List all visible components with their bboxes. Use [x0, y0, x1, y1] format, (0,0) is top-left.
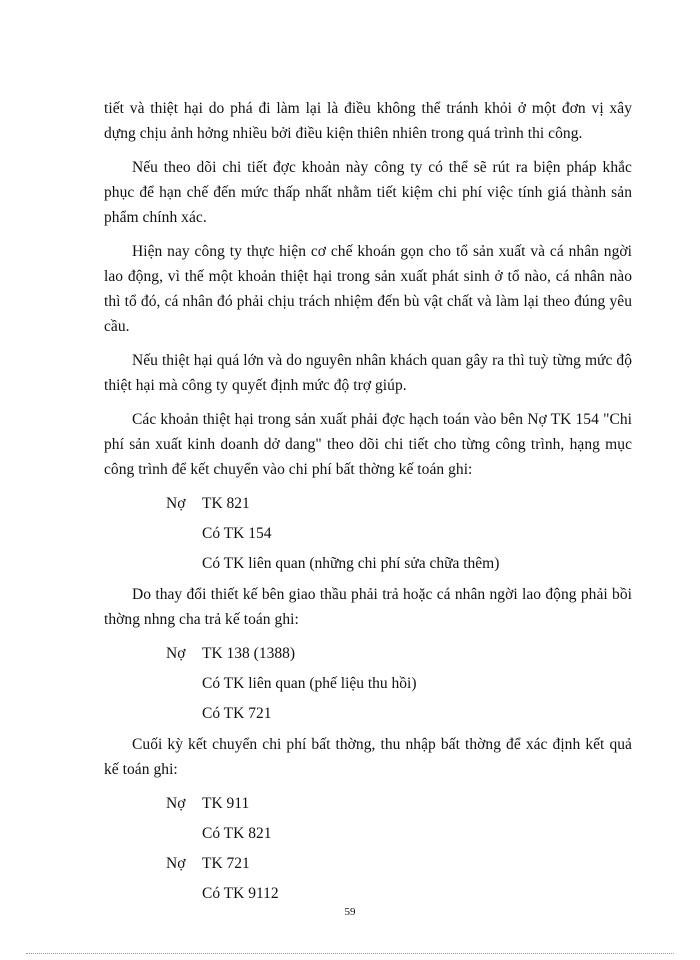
paragraph: Nếu theo dõi chi tiết đợc khoản này công ty có thể sẽ rút ra biện pháp khắc phục để hạn chế đến mức thấp nhất nhằm tiết kiệm chi phí việc tính giá thành sản phẩm chính xác.: [104, 159, 632, 226]
journal-credit-line: Có TK 154: [202, 525, 272, 542]
journal-credit-line: Có TK 721: [202, 705, 272, 722]
debit-account: TK 911: [202, 795, 250, 812]
debit-account: TK 721: [202, 855, 250, 872]
journal-debit-line: [104, 791, 632, 816]
paragraph-continued: tiết và thiệt hại do phá đi làm lại là điều không thể tránh khỏi ở một đơn vị xây dựng chịu ảnh hởng nhiều bởi điều kiện thiên nhiên trong quá trình thi công.: [104, 100, 632, 142]
journal-credit-line: Có TK 821: [202, 825, 272, 842]
journal-credit-line: Có TK liên quan (phế liệu thu hồi): [202, 675, 417, 692]
debit-label: Nợ: [166, 645, 186, 662]
journal-credit-line: Có TK liên quan (những chi phí sửa chữa thêm): [202, 555, 500, 572]
debit-label: Nợ: [166, 855, 186, 872]
paragraph: Cuối kỳ kết chuyển chi phí bất thờng, thu nhập bất thờng để xác định kết quả kế toán ghi:: [104, 736, 632, 778]
page-body: [104, 96, 632, 911]
journal-debit-line: [104, 851, 632, 876]
paragraph: Các khoản thiệt hại trong sản xuất phải đợc hạch toán vào bên Nợ TK 154 "Chi phí sản xuất kinh doanh dở dang" theo dõi chi tiết cho từng công trình, hạng mục công trình để kết chuyển vào chi phí bất thờng kế toán ghi:: [104, 411, 632, 478]
paragraph: Nếu thiệt hại quá lớn và do nguyên nhân khách quan gây ra thì tuỳ từng mức độ thiệt hại mà công ty quyết định mức độ trợ giúp.: [104, 352, 632, 394]
paragraph: Hiện nay công ty thực hiện cơ chế khoán gọn cho tổ sản xuất và cá nhân ngời lao động, vì thế một khoản thiệt hại trong sản xuất phát sinh ở tổ nào, cá nhân nào thì tổ đó, cá nhân đó phải chịu trách nhiệm đến bù vật chất và làm lại theo đúng yêu cầu.: [104, 243, 632, 335]
debit-account: TK 138 (1388): [202, 645, 295, 662]
paragraph: Do thay đổi thiết kế bên giao thầu phải trả hoặc cá nhân ngời lao động phải bồi thờng nhng cha trả kế toán ghi:: [104, 586, 632, 628]
footer-dotted-rule: [26, 953, 674, 954]
journal-debit-line: [104, 491, 632, 516]
journal-credit-line: Có TK 9112: [202, 885, 279, 902]
debit-label: Nợ: [166, 795, 186, 812]
debit-account: TK 821: [202, 495, 250, 512]
page-number: 59: [344, 906, 356, 918]
journal-debit-line: [104, 641, 632, 666]
debit-label: Nợ: [166, 495, 186, 512]
